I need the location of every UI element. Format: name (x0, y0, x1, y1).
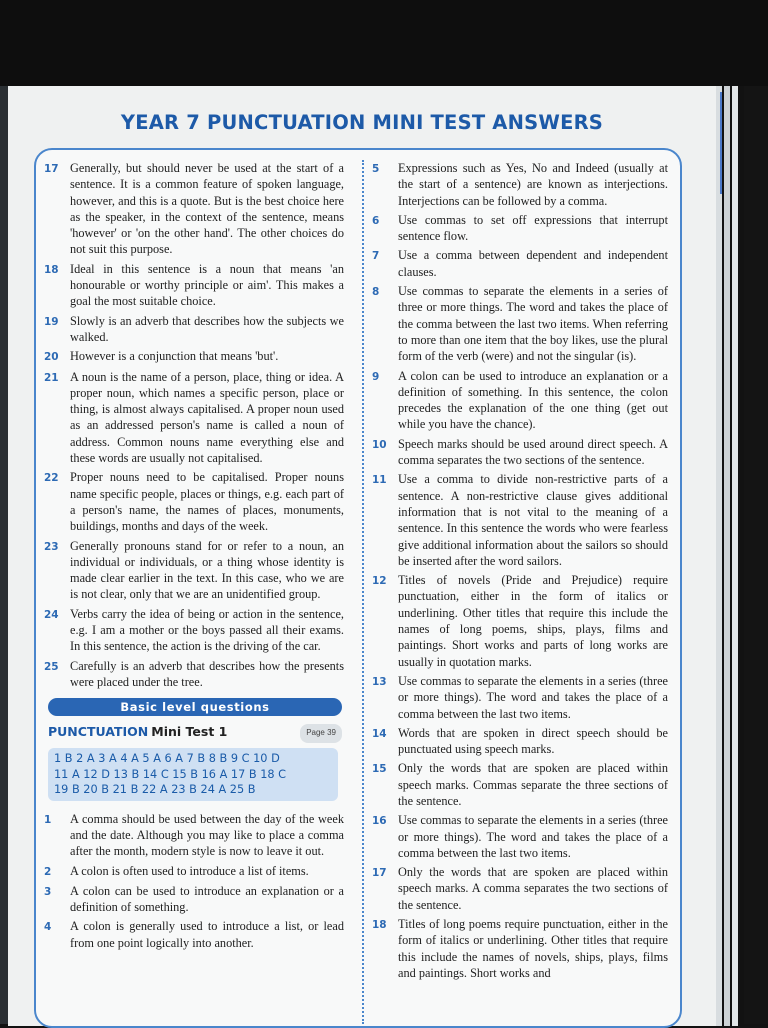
answer-item (372, 247, 668, 280)
answer-number: 24 (44, 608, 59, 621)
answer-text: A colon can be used to introduce an explanation or a definition of something. (70, 883, 344, 915)
answer-text: Use commas to separate the elements in a series of three or more things. The word and takes the place of the comma between the last two items. When referring to more than one item that the boy likes, use the plural form of the verb (were) and not the singular (is). (398, 284, 668, 364)
answer-text: Use commas to set off expressions that interrupt sentence flow. (398, 212, 668, 244)
mini-test-heading (48, 724, 344, 746)
answer-key-line: 11 A 12 D 13 B 14 C 15 B 16 A 17 B 18 C (54, 767, 287, 781)
answer-item (372, 760, 668, 809)
answer-number: 9 (372, 370, 380, 383)
answer-key-line: 19 B 20 B 21 B 22 A 23 B 24 A 25 B (54, 783, 256, 797)
answer-item (44, 863, 344, 880)
mini-test-title: PUNCTUATION (48, 724, 149, 740)
page-title: YEAR 7 PUNCTUATION MINI TEST ANSWERS (120, 111, 604, 134)
left-answer-list (44, 160, 344, 690)
answer-number: 14 (372, 727, 387, 740)
answer-item (372, 436, 668, 469)
answer-key-box (48, 748, 338, 801)
answer-text: Slowly is an adverb that describes how the subjects we walked. (70, 313, 344, 344)
scroll-indicator (720, 92, 722, 194)
answer-text: A colon is generally used to introduce a list, or lead from one point logically into another. (70, 919, 344, 950)
answer-number: 13 (372, 675, 387, 688)
answer-text: Proper nouns need to be capitalised. Proper nouns name specific people, places or things, e.g. each part of a person's name, the names of places, monuments, buildings, months and days of the week. (70, 470, 344, 534)
answer-text: Only the words that are spoken are placed within speech marks. A comma separates the two sections of the sentence. (398, 865, 668, 912)
answer-text: Use a comma to divide non-restrictive parts of a sentence. A non-restrictive clause gives additional information that is not vital to the meaning of a sentence. In this sentence the words who were fearless give additional information about the sailors so should be inserted after the word sailors. (398, 472, 668, 568)
column-divider (362, 160, 364, 1024)
right-column (372, 160, 668, 984)
answer-item (372, 283, 668, 364)
screen-top-background (0, 0, 768, 86)
mini-test-subtitle: Mini Test 1 (151, 724, 228, 740)
answer-item (44, 811, 344, 860)
answer-item (44, 606, 344, 655)
answer-number: 21 (44, 371, 59, 384)
answer-number: 10 (372, 438, 387, 451)
answer-item (44, 538, 344, 603)
left-answer-list-2 (44, 811, 344, 951)
answer-item (44, 658, 344, 691)
answer-number: 6 (372, 214, 380, 227)
answer-text: Ideal in this sentence is a noun that means 'an honourable or worthy principle or aim'. This makes a goal the most suitable choice. (70, 261, 344, 309)
answer-item (44, 883, 344, 916)
answer-number: 17 (372, 867, 387, 880)
answer-item (372, 725, 668, 758)
answer-text: However is a conjunction that means 'but'. (70, 349, 279, 364)
answer-text: A noun is the name of a person, place, thing or idea. A proper noun, which names a specific person, place or thing, is almost always capitalised. A proper noun used as an addressed person's name is called a noun of address. Common nouns name everything else and these words are usually not capitalised. (70, 369, 344, 466)
answer-item (372, 572, 668, 670)
answer-text: Expressions such as Yes, No and Indeed (usually at the start of a sentence) are known as interjections. Interjections can be followed by a comma. (398, 161, 668, 208)
screen-right-background (744, 86, 768, 1024)
answer-item (372, 212, 668, 245)
answer-number: 2 (44, 865, 52, 878)
answer-number: 12 (372, 575, 387, 588)
answer-text: Generally pronouns stand for or refer to a noun, an individual or individuals, or a thing whose identity is made clear earlier in the text. In this case, who we are is not clear, only that we are an unidentified group. (70, 538, 344, 602)
page-edge-3 (732, 86, 738, 1026)
answer-item (372, 916, 668, 981)
answer-item (44, 348, 344, 365)
answer-number: 5 (372, 163, 380, 175)
answer-text: Only the words that are spoken are placed within speech marks. Commas separate the three sections of the sentence. (398, 761, 668, 808)
answer-key-line: 1 B 2 A 3 A 4 A 5 A 6 A 7 B 8 B 9 C 10 D (54, 752, 280, 766)
answer-text: Use commas to separate the elements in a series (three or more things). The word and takes the place of a comma between the last two items. (398, 673, 668, 721)
answer-number: 11 (372, 474, 387, 487)
answer-number: 23 (44, 540, 59, 553)
section-banner: Basic level questions (48, 698, 342, 716)
page-edge-2 (724, 86, 730, 1026)
answer-number: 18 (44, 263, 59, 276)
answer-number: 3 (44, 885, 52, 898)
answer-number: 4 (44, 921, 52, 934)
answer-number: 18 (372, 919, 387, 932)
answer-item (372, 368, 668, 433)
answer-item (372, 812, 668, 861)
answer-item (44, 369, 344, 467)
right-answer-list (372, 160, 668, 981)
answer-number: 8 (372, 286, 380, 299)
answer-text: A comma should be used between the day of the week and the date. Although you may like to place a comma after the month, modern style is now to leave it out. (70, 811, 344, 859)
answer-item (372, 471, 668, 569)
answer-text: A colon is often used to introduce a list of items. (70, 863, 309, 878)
answer-text: Use a comma between dependent and independent clauses. (398, 248, 668, 279)
answer-text: Titles of novels (Pride and Prejudice) require punctuation, either in the form of italics or underlining. Other titles that require this include the names of long poems, ships, plays, films and paintings. Short works and parts of long works are usually in quotation marks. (398, 573, 668, 669)
answer-text: Speech marks should be used around direct speech. A comma separates the two sections of the sentence. (398, 436, 668, 468)
answer-item (44, 313, 344, 346)
left-column (44, 160, 344, 954)
answer-text: Words that are spoken in direct speech should be punctuated using speech marks. (398, 725, 668, 757)
answer-number: 16 (372, 815, 387, 828)
answer-number: 1 (44, 813, 52, 826)
page-edge-1 (716, 86, 722, 1026)
answer-number: 17 (44, 163, 59, 175)
answer-item (44, 469, 344, 534)
page-reference-badge: Page 39 (300, 724, 342, 742)
answer-number: 15 (372, 763, 387, 776)
answer-number: 20 (44, 351, 59, 364)
answer-text: Use commas to separate the elements in a series (three or more things). The word and takes the place of a comma between the last two items. (398, 813, 668, 860)
answer-text: Generally, but should never be used at the start of a sentence. It is a common feature of spoken language, however, and this is a quote. But is the best choice here as the speaker, in the context of the sentence, means 'however' or 'on the other hand'. The other choices do not suit this purpose. (70, 161, 344, 257)
answer-number: 22 (44, 472, 59, 485)
answer-number: 19 (44, 315, 59, 328)
answer-item (44, 160, 344, 258)
answer-item (372, 673, 668, 722)
answer-item (372, 160, 668, 209)
answer-text: Verbs carry the idea of being or action in the sentence, e.g. I am a mother or the boys passed all their exams. In this sentence, the action is the driving of the car. (70, 606, 344, 654)
answer-number: 25 (44, 660, 59, 673)
answer-text: A colon can be used to introduce an explanation or a definition of something. In this sentence, the colon precedes the explanation of the one thing (get out while you have the chance). (398, 368, 668, 432)
answer-item (372, 864, 668, 913)
answer-text: Titles of long poems require punctuation, either in the form of italics or underlining. Other titles that require this include the names of novels, ships, plays, films and paintings. Short works and (398, 917, 668, 980)
answer-item (44, 261, 344, 310)
answer-number: 7 (372, 250, 380, 263)
answer-text: Carefully is an adverb that describes how the presents were placed under the tree. (70, 658, 344, 689)
answer-item (44, 918, 344, 951)
